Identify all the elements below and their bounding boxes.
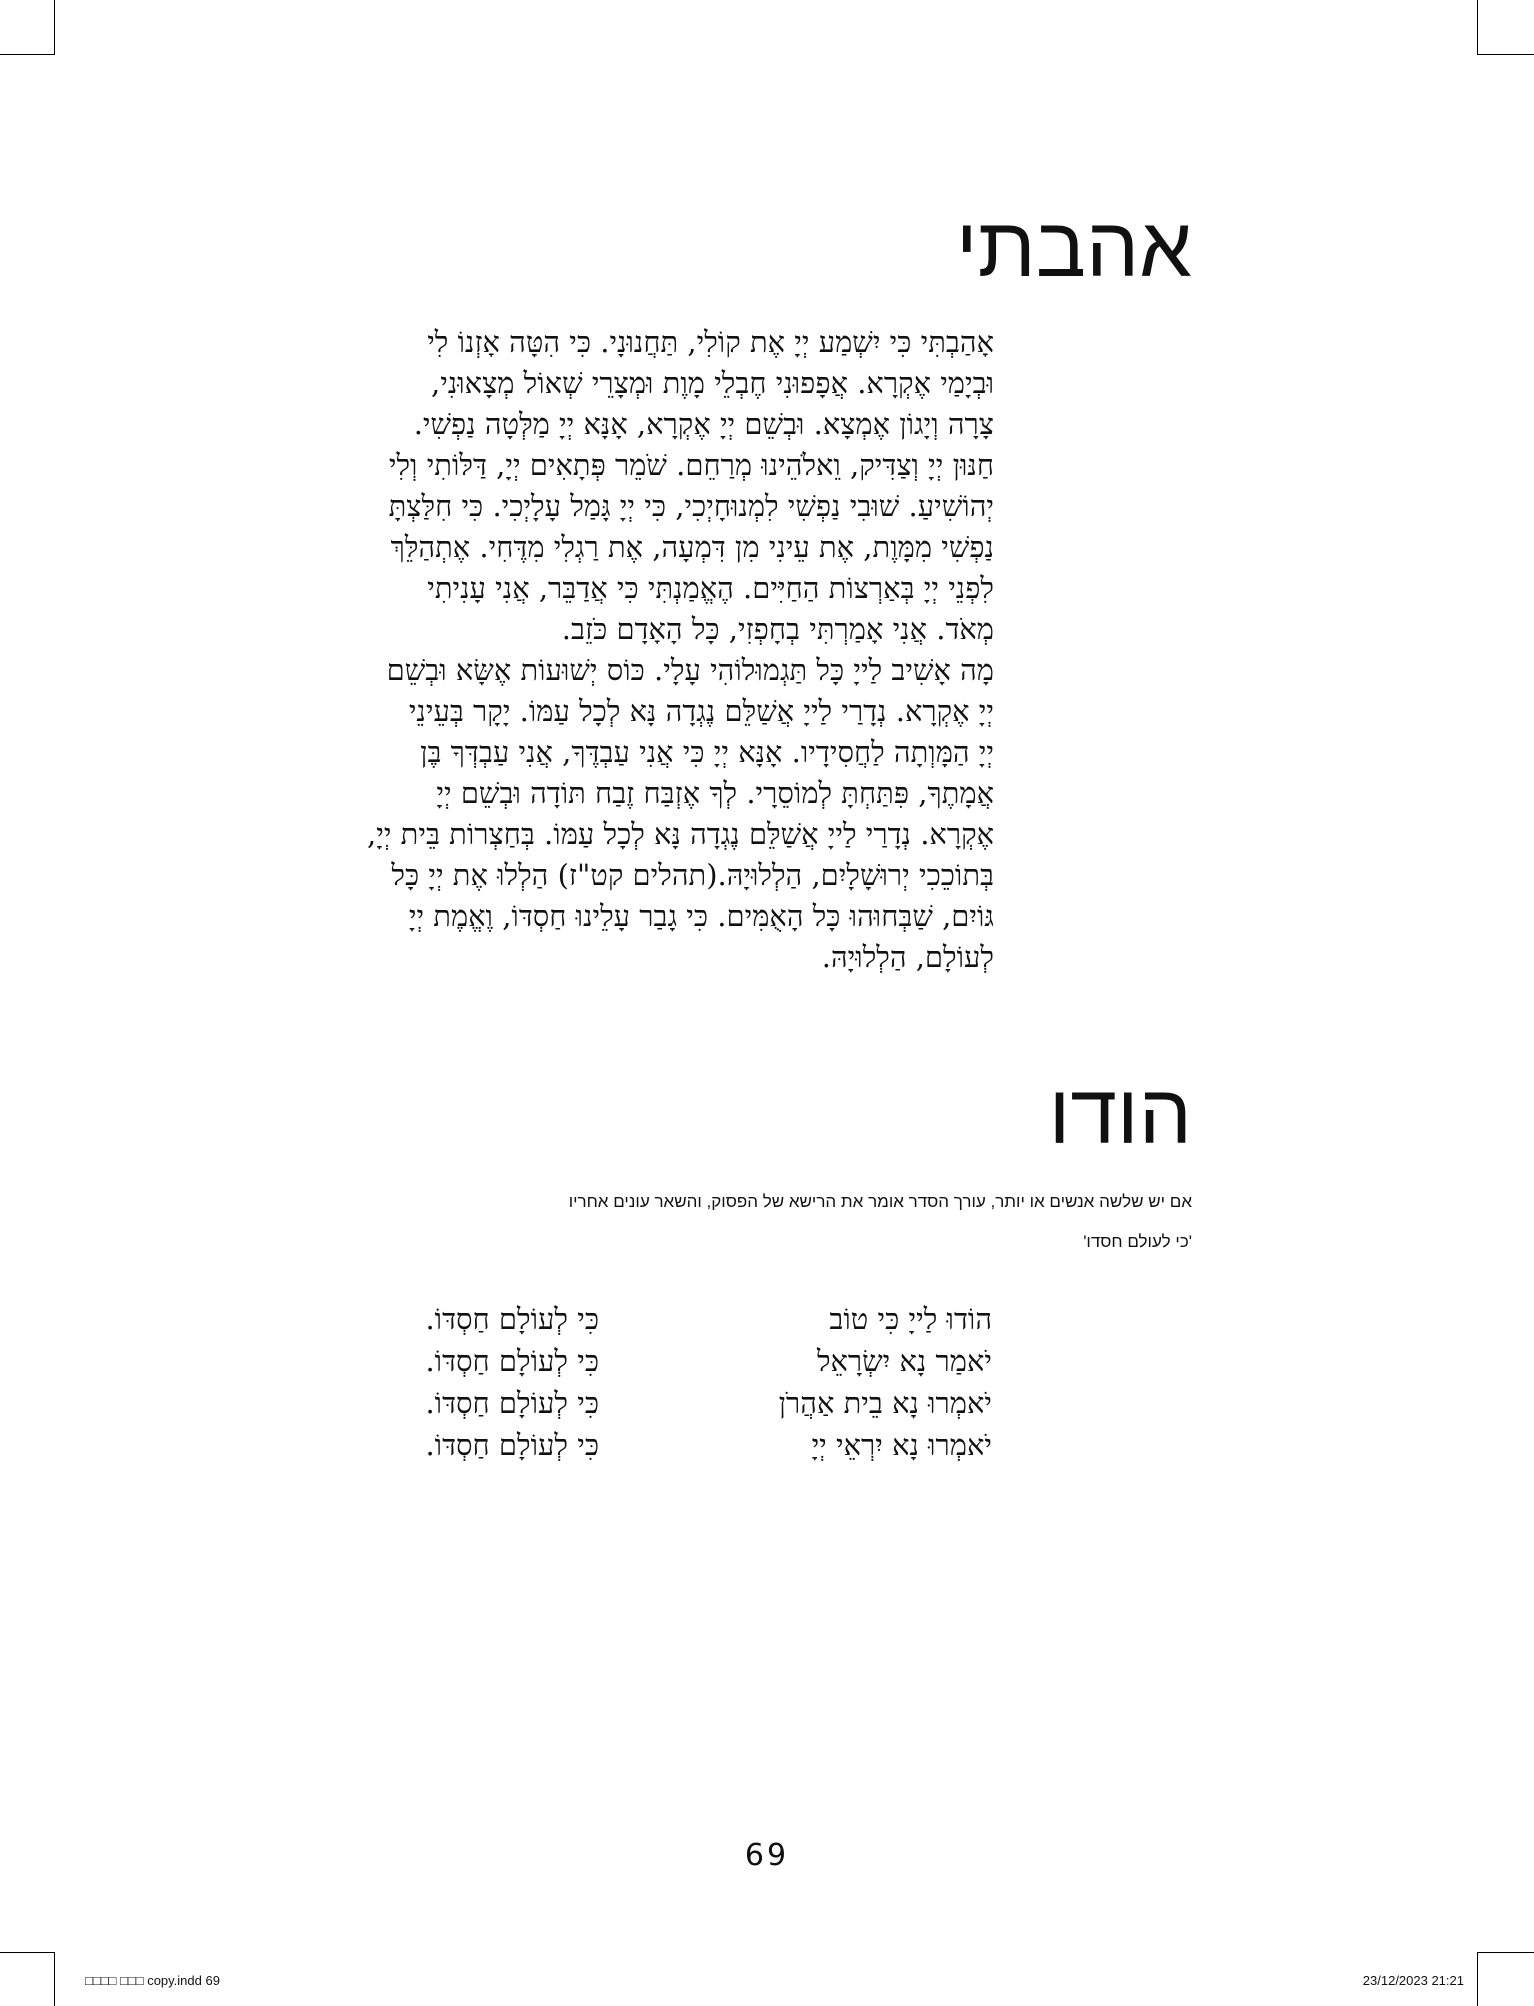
text-line: אֶקְרָא. נְדָרַי לַייָ אֲשַׁלֵּם נֶגְדָה נָּא לְכָל עַמּוֹ. בְּחַצְרוֹת בֵּית יְיָ, bbox=[367, 817, 994, 851]
crop-mark-bottom-right-h bbox=[1478, 1952, 1534, 1953]
crop-mark-bottom-left-h bbox=[0, 1952, 55, 1953]
text-line: יְהוֹשִׁיעַ. שׁוּבִי נַפְשִׁי לִמְנוּחָיְכִי, כִּי יְיָ גָּמַל עָלָיְכִי. כִּי חִלַּצְתָּ bbox=[388, 489, 994, 523]
refrain-line: כִּי לְעוֹלָם חַסְדּוֹ. bbox=[425, 1344, 599, 1378]
text-line: יְיָ אֶקְרָא. נְדָרַי לַייָ אֲשַׁלֵּם נֶגְדָה נָּא לְכָל עַמּוֹ. יָקָר בְּעֵינֵי bbox=[408, 694, 994, 728]
verse-line: יֹאמְרוּ נָא בֵית אַהֲרֹן bbox=[778, 1386, 992, 1420]
text-line: לִפְנֵי יְיָ בְּאַרְצוֹת הַחַיִּים. הֶאֱמַנְתִּי כִּי אֲדַבֵּר, אֲנִי עָנִיתִי bbox=[427, 571, 994, 605]
text-line: יְיָ הַמָּוְתָה לַחֲסִידָיו. אָנָּא יְיָ כִּי אֲנִי עַבְדֶּךָ, אֲנִי עַבְדְּךָ בֶּן bbox=[420, 735, 994, 769]
section-title-ahavti: אהבתי bbox=[955, 198, 1192, 296]
text-line: וּבְיָמַי אֶקְרָא. אֲפָפוּנִי חֶבְלֵי מָוֶת וּמְצָרֵי שְׁאוֹל מְצָאוּנִי, bbox=[431, 366, 994, 400]
section-title-hodu: הודו bbox=[1048, 1065, 1192, 1163]
text-line: חַנּוּן יְיָ וְצַדִּיק, וֵאלֹהֵינוּ מְרַחֵם. שֹׁמֵר פְּתָאִים יְיָ, דַּלּוֹתִי וְלִי bbox=[388, 448, 994, 482]
verse-line: יֹאמְרוּ נָא יִרְאֵי יְיָ bbox=[811, 1428, 992, 1462]
text-line: גּוֹיִם, שַׁבְּחוּהוּ כָּל הָאֻמִּים. כִּי גָבַר עָלֵינוּ חַסְדּוֹ, וֶאֱמֶת יְיָ bbox=[408, 899, 994, 933]
crop-mark-top-left-v bbox=[54, 0, 55, 55]
instruction-note: אם יש שלשה אנשים או יותר, עורך הסדר אומר את הרישא של הפסוק, והשאר עונים אחריו bbox=[568, 1192, 1192, 1211]
crop-mark-top-right-h bbox=[1478, 54, 1534, 55]
ahavti-text-block bbox=[194, 322, 994, 978]
verse-column-first bbox=[779, 1298, 992, 1466]
crop-mark-top-right-v bbox=[1477, 0, 1478, 55]
text-line: נַפְשִׁי מִמָּוֶת, אֶת עֵינִי מִן דִּמְעָה, אֶת רַגְלִי מִדֶּחִי. אֶתְהַלֵּךְ bbox=[390, 530, 994, 564]
verse-column-refrain bbox=[425, 1298, 599, 1466]
instruction-note-refrain: 'כי לעולם חסדו' bbox=[1083, 1232, 1192, 1251]
refrain-line: כִּי לְעוֹלָם חַסְדּוֹ. bbox=[425, 1386, 599, 1420]
crop-mark-top-left-h bbox=[0, 54, 55, 55]
crop-mark-bottom-left-v bbox=[54, 1952, 55, 2006]
refrain-line: כִּי לְעוֹלָם חַסְדּוֹ. bbox=[425, 1302, 599, 1336]
text-line: אֲמָתֶךָ, פִּתַּחְתָּ לְמוֹסֵרָי. לְךָ אֶזְבַּח זֶבַח תּוֹדָה וּבְשֵׁם יְיָ bbox=[436, 776, 994, 810]
page-number: 69 bbox=[744, 1838, 790, 1873]
text-line: אָהַבְתִּי כִּי יִשְׁמַע יְיָ אֶת קוֹלִי, תַּחֲנוּנָי. כִּי הִטָּה אָזְנוֹ לִי bbox=[427, 325, 994, 359]
text-line: בְּתוֹכֵכִי יְרוּשָׁלָיִם, הַלְלוּיָהּ.(תהלים קט"ז) הַלְלוּ אֶת יְיָ כָּל bbox=[391, 858, 994, 892]
text-line: מְאֹד. אֲנִי אָמַרְתִּי בְחָפְזִי, כָּל הָאָדָם כֹּזֵב. bbox=[561, 612, 994, 646]
text-line: מָה אָשִׁיב לַייָ כָּל תַּגְמוּלוֹהִי עָלָי. כּוֹס יְשׁוּעוֹת אֶשָּׂא וּבְשֵׁם bbox=[386, 653, 994, 687]
verse-line: יֹאמַר נָא יִשְׂרָאֵל bbox=[816, 1344, 992, 1378]
text-line: צָרָה וְיָגוֹן אֶמְצָא. וּבְשֵׁם יְיָ אֶקְרָא, אָנָּא יְיָ מַלְּטָה נַפְשִׁי. bbox=[413, 407, 994, 441]
crop-mark-bottom-right-v bbox=[1477, 1952, 1478, 2006]
text-line: לְעוֹלָם, הַלְלוּיָהּ. bbox=[821, 940, 994, 974]
refrain-line: כִּי לְעוֹלָם חַסְדּוֹ. bbox=[425, 1428, 599, 1462]
slug-filename: □□□□ □□□ copy.indd 69 bbox=[85, 1973, 220, 1988]
slug-timestamp: 23/12/2023 21:21 bbox=[1362, 1973, 1464, 1988]
verse-line: הוֹדוּ לַייָ כִּי טוֹב bbox=[829, 1302, 992, 1336]
